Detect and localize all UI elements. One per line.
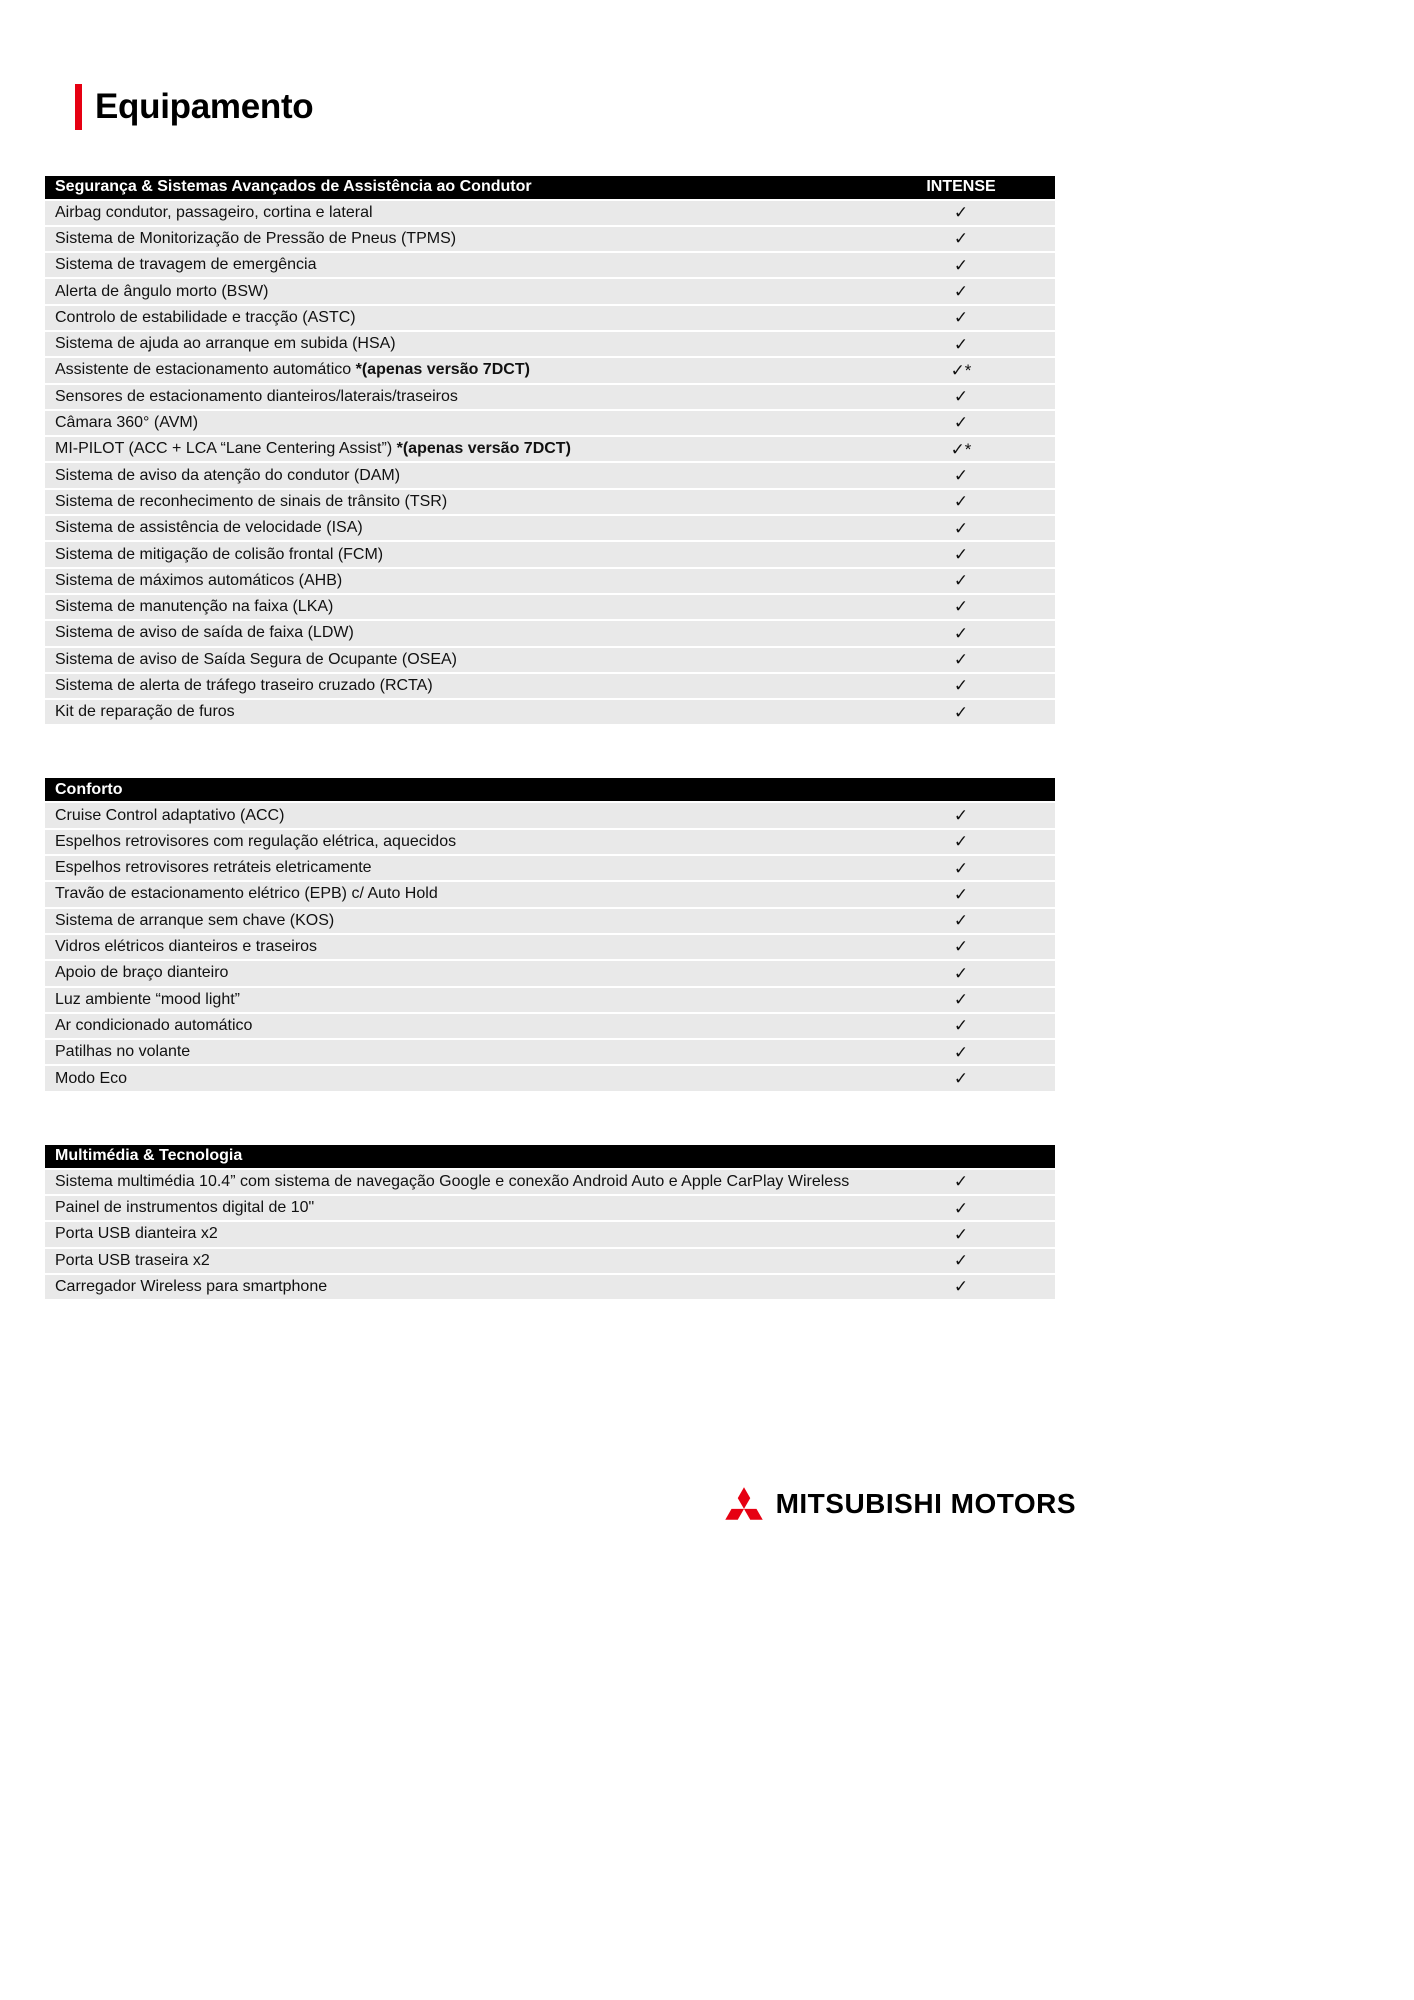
trim-column-label: INTENSE [926, 178, 996, 195]
table-row [45, 1040, 1055, 1064]
table-row [45, 1249, 1055, 1273]
table-row [45, 621, 1055, 645]
feature-label: Sistema de aviso de saída de faixa (LDW) [55, 624, 354, 642]
table-row [45, 882, 1055, 906]
availability-check: ✓ [953, 623, 969, 643]
table-row [45, 385, 1055, 409]
feature-label: Alerta de ângulo morto (BSW) [55, 282, 269, 300]
feature-label: Sistema de mitigação de colisão frontal (FCM) [55, 545, 384, 563]
table-row [45, 201, 1055, 225]
brand-footer [724, 1486, 1076, 1521]
availability-check: ✓ [953, 413, 969, 433]
feature-label: Assistente de estacionamento automático *(apenas versão 7DCT) [55, 361, 530, 379]
feature-label: Controlo de estabilidade e tracção (ASTC) [55, 308, 356, 326]
feature-label: Apoio de braço dianteiro [55, 964, 229, 982]
availability-check: ✓ [953, 911, 969, 931]
table-row [45, 803, 1055, 827]
feature-label: Espelhos retrovisores retráteis eletricamente [55, 859, 372, 877]
availability-check: ✓* [950, 439, 972, 459]
table-row [45, 1014, 1055, 1038]
availability-check: ✓ [953, 1016, 969, 1036]
table-row [45, 700, 1055, 724]
feature-label: Vidros elétricos dianteiros e traseiros [55, 938, 318, 956]
table-row [45, 227, 1055, 251]
availability-check: ✓ [953, 1198, 969, 1218]
feature-label: Sistema multimédia 10.4” com sistema de navegação Google e conexão Android Auto e Apple CarPlay Wireless [55, 1172, 850, 1190]
availability-check: ✓ [953, 676, 969, 696]
table-row [45, 935, 1055, 959]
feature-label: Modo Eco [55, 1069, 128, 1087]
table-row [45, 463, 1055, 487]
feature-label: Sistema de assistência de velocidade (ISA) [55, 519, 363, 537]
table-row [45, 830, 1055, 854]
table-row [45, 279, 1055, 303]
availability-check: ✓ [953, 281, 969, 301]
table-section-title: Conforto [55, 780, 123, 798]
feature-label: Câmara 360° (AVM) [55, 414, 199, 432]
table-row [45, 1275, 1055, 1299]
table-row [45, 490, 1055, 514]
table-row [45, 674, 1055, 698]
table-row [45, 332, 1055, 356]
availability-check: ✓ [953, 255, 969, 275]
table-row [45, 856, 1055, 880]
feature-label: Carregador Wireless para smartphone [55, 1278, 328, 1296]
table-header [45, 176, 1055, 199]
availability-check: ✓* [950, 360, 972, 380]
feature-label: MI-PILOT (ACC + LCA “Lane Centering Assist”) *(apenas versão 7DCT) [55, 440, 571, 458]
feature-label: Sistema de alerta de tráfego traseiro cruzado (RCTA) [55, 676, 433, 694]
availability-check: ✓ [953, 308, 969, 328]
table-row [45, 306, 1055, 330]
feature-label: Sensores de estacionamento dianteiros/laterais/traseiros [55, 387, 458, 405]
feature-label: Sistema de Monitorização de Pressão de Pneus (TPMS) [55, 229, 457, 247]
feature-label-note: *(apenas versão 7DCT) [355, 361, 530, 379]
table-row [45, 516, 1055, 540]
availability-check: ✓ [953, 597, 969, 617]
table-row [45, 988, 1055, 1012]
feature-label: Sistema de reconhecimento de sinais de trânsito (TSR) [55, 492, 448, 510]
feature-label: Sistema de travagem de emergência [55, 256, 317, 274]
feature-label: Espelhos retrovisores com regulação elétrica, aquecidos [55, 832, 457, 850]
feature-label: Patilhas no volante [55, 1043, 191, 1061]
availability-check: ✓ [953, 990, 969, 1010]
table-header [45, 1145, 1055, 1168]
page-title: Equipamento [95, 87, 314, 126]
availability-check: ✓ [953, 544, 969, 564]
brand-name: MITSUBISHI MOTORS [775, 1487, 1076, 1519]
availability-check: ✓ [953, 1224, 969, 1244]
table-header [45, 778, 1055, 801]
feature-label: Porta USB dianteira x2 [55, 1225, 218, 1243]
availability-check: ✓ [953, 937, 969, 957]
title-accent-bar [75, 84, 82, 130]
spec-table [45, 778, 1055, 1090]
availability-check: ✓ [953, 1251, 969, 1271]
table-row [45, 411, 1055, 435]
availability-check: ✓ [953, 229, 969, 249]
feature-label: Sistema de máximos automáticos (AHB) [55, 571, 343, 589]
feature-label: Porta USB traseira x2 [55, 1251, 210, 1269]
availability-check: ✓ [953, 334, 969, 354]
feature-label: Painel de instrumentos digital de 10" [55, 1199, 315, 1217]
availability-check: ✓ [953, 963, 969, 983]
availability-check: ✓ [953, 1068, 969, 1088]
table-row [45, 648, 1055, 672]
page-header [75, 0, 1414, 130]
feature-label: Sistema de manutenção na faixa (LKA) [55, 598, 334, 616]
availability-check: ✓ [953, 203, 969, 223]
table-row [45, 542, 1055, 566]
table-row [45, 1196, 1055, 1220]
feature-label: Cruise Control adaptativo (ACC) [55, 806, 285, 824]
table-row [45, 1170, 1055, 1194]
feature-label-note: *(apenas versão 7DCT) [396, 440, 571, 458]
availability-check: ✓ [953, 465, 969, 485]
table-section-title: Multimédia & Tecnologia [55, 1147, 243, 1165]
feature-label: Sistema de ajuda ao arranque em subida (HSA) [55, 335, 396, 353]
availability-check: ✓ [953, 1042, 969, 1062]
availability-check: ✓ [953, 805, 969, 825]
availability-check: ✓ [953, 884, 969, 904]
feature-label: Ar condicionado automático [55, 1016, 253, 1034]
feature-label: Sistema de aviso da atenção do condutor (DAM) [55, 466, 401, 484]
availability-check: ✓ [953, 650, 969, 670]
availability-check: ✓ [953, 1172, 969, 1192]
availability-check: ✓ [953, 1277, 969, 1297]
table-row [45, 358, 1055, 382]
spec-table [45, 176, 1055, 725]
availability-check: ✓ [953, 858, 969, 878]
feature-label: Travão de estacionamento elétrico (EPB) c/ Auto Hold [55, 885, 438, 903]
table-section-title: Segurança & Sistemas Avançados de Assistência ao Condutor [55, 178, 532, 195]
availability-check: ✓ [953, 492, 969, 512]
feature-label: Sistema de aviso de Saída Segura de Ocupante (OSEA) [55, 650, 458, 668]
availability-check: ✓ [953, 832, 969, 852]
availability-check: ✓ [953, 702, 969, 722]
mitsubishi-three-diamonds-icon [724, 1486, 764, 1521]
availability-check: ✓ [953, 518, 969, 538]
feature-label: Sistema de arranque sem chave (KOS) [55, 911, 335, 929]
table-row [45, 569, 1055, 593]
table-row [45, 961, 1055, 985]
equipment-tables [45, 176, 1055, 1300]
table-row [45, 437, 1055, 461]
availability-check: ✓ [953, 387, 969, 407]
table-row [45, 595, 1055, 619]
availability-check: ✓ [953, 571, 969, 591]
table-row [45, 1222, 1055, 1246]
table-row [45, 253, 1055, 277]
table-row [45, 909, 1055, 933]
feature-label: Luz ambiente “mood light” [55, 990, 240, 1008]
feature-label: Airbag condutor, passageiro, cortina e lateral [55, 203, 373, 221]
feature-label: Kit de reparação de furos [55, 703, 235, 721]
spec-table [45, 1145, 1055, 1299]
table-row [45, 1066, 1055, 1090]
